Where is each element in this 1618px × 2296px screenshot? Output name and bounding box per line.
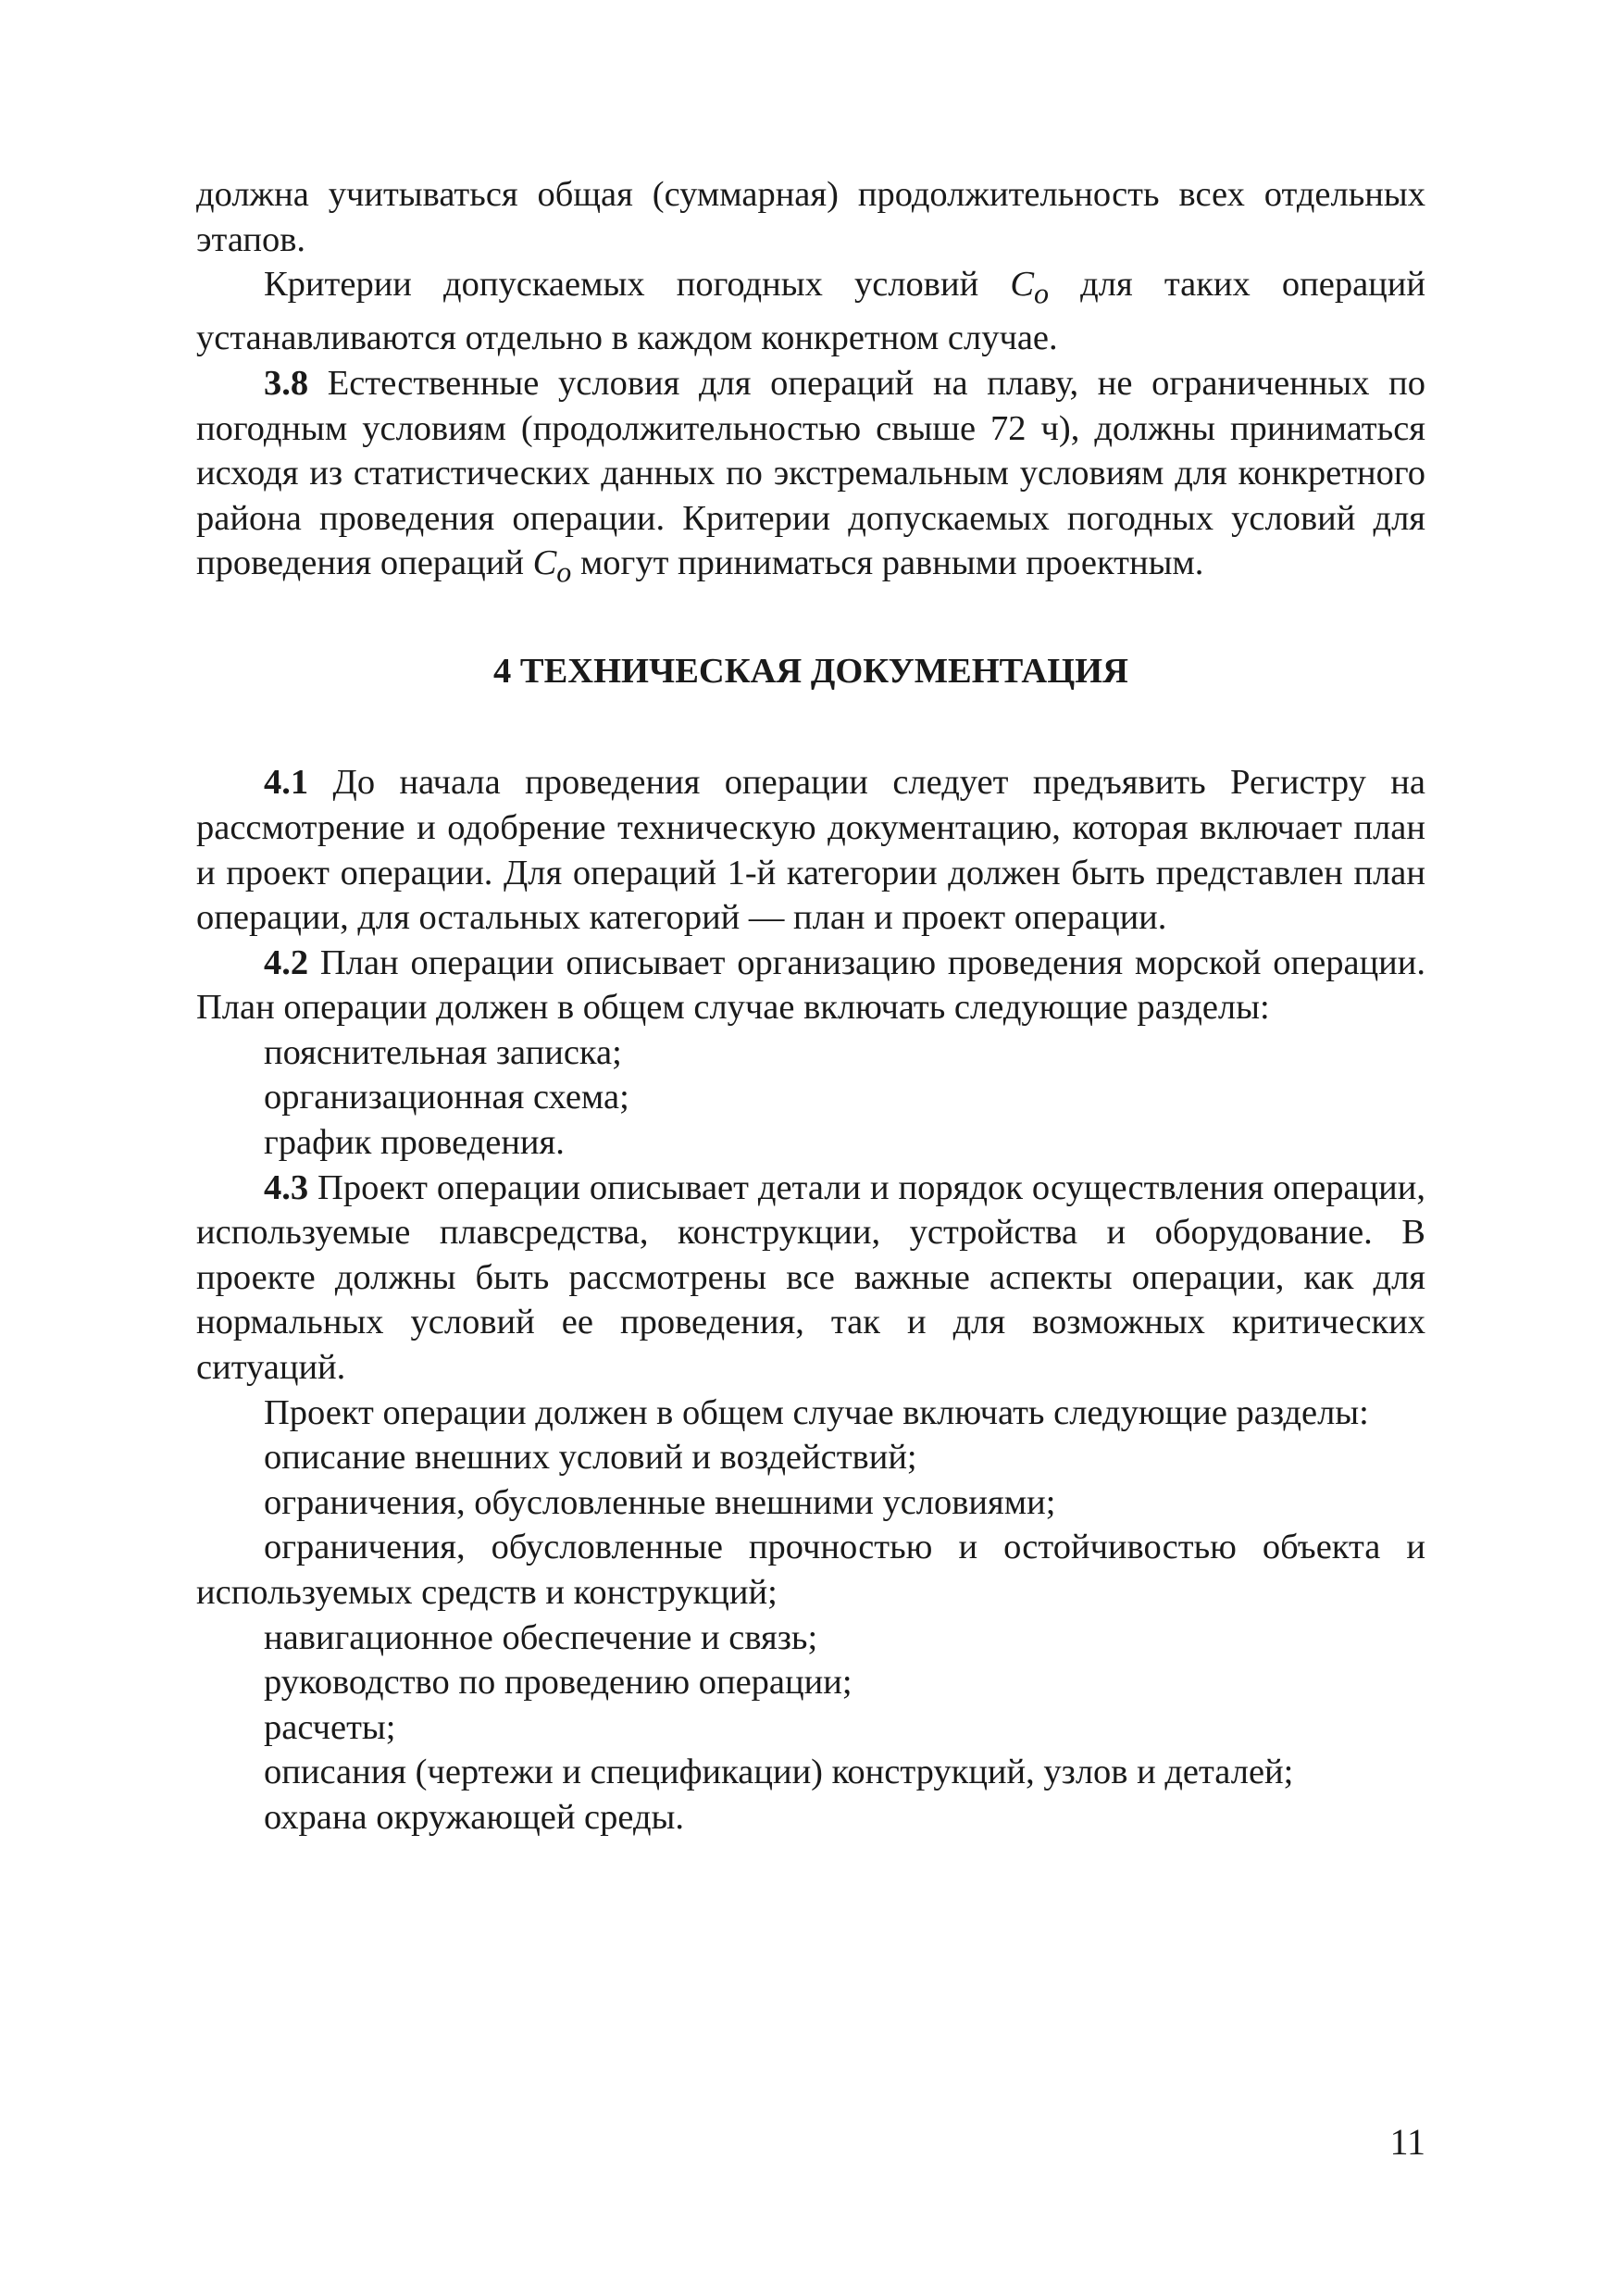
clause-3-8: [196, 361, 1425, 595]
clause-3-8-symbol-subscript: o: [556, 555, 572, 590]
clause-4-2-number: 4.2: [264, 942, 309, 982]
project-list-item: навигационное обеспечение и связь;: [264, 1617, 818, 1657]
project-list-item: руководство по проведению операции;: [264, 1663, 853, 1703]
clause-4-1-number: 4.1: [264, 763, 309, 803]
project-list-item: охрана окружающей среды.: [264, 1797, 685, 1837]
project-list-item: ограничения, обусловленные внешними условиями;: [264, 1482, 1056, 1522]
spacer: [196, 693, 1425, 760]
criteria-paragraph: [196, 262, 1425, 361]
criteria-symbol-letter: C: [1010, 265, 1034, 305]
plan-list-item: организационная схема;: [264, 1078, 629, 1117]
spacer: [196, 595, 1425, 649]
project-list-item: расчеты;: [264, 1707, 396, 1747]
clause-4-1: [196, 760, 1425, 940]
criteria-text-after: для таких операций устанавливаются отдельно в каждом конкретном случае.: [196, 265, 1425, 358]
clause-4-2-text: План операции описывает организацию проведения морской операции. План операции должен в общем случае включать следующие разделы:: [196, 942, 1425, 1028]
criteria-symbol-subscript: o: [1034, 276, 1050, 310]
project-list-item-wrapped: ограничения, обусловленные прочностью и остойчивостью объекта и используемых средств и конструкций;: [196, 1528, 1425, 1612]
clause-3-8-symbol-letter: C: [532, 543, 557, 583]
project-list-intro: Проект операции должен в общем случае включать следующие разделы:: [264, 1392, 1369, 1432]
clause-3-8-text-1: Естественные условия для операций на плаву, не ограниченных по погодным условиям (продолжительностью свыше 72 ч), должны приниматься исходя из статистических данных по экстремальным условиям для конкретного района проведения операции. Критерии допускаемых погодных условий для проведения операций: [196, 364, 1425, 583]
document-page: [196, 172, 1425, 1841]
criteria-text-before: Критерии допускаемых погодных условий: [264, 265, 1011, 305]
clause-4-2: [196, 941, 1425, 1030]
page-number: 11: [1389, 2121, 1425, 2163]
plan-list-item: график проведения.: [264, 1123, 565, 1163]
clause-3-8-number: 3.8: [264, 364, 309, 404]
continuation-paragraph: должна учитываться общая (суммарная) продолжительность всех отдельных этапов.: [196, 175, 1425, 259]
clause-4-1-text: До начала проведения операции следует предъявить Регистру на рассмотрение и одобрение техническую документацию, которая включает план и проект операции. Для операций 1-й категории должен быть представлен план операции, для остальных категорий — план и проект операции.: [196, 763, 1425, 938]
section-heading: 4 ТЕХНИЧЕСКАЯ ДОКУМЕНТАЦИЯ: [493, 651, 1128, 691]
clause-4-3-number: 4.3: [264, 1167, 309, 1207]
plan-list-item: пояснительная записка;: [264, 1032, 622, 1072]
project-list-item: описание внешних условий и воздействий;: [264, 1438, 917, 1478]
clause-4-3-text: Проект операции описывает детали и порядок осуществления операции, используемые плавсредства, конструкции, устройства и оборудование. В проекте должны быть рассмотрены все важные аспекты операции, как для нормальных условий ее проведения, так и для возможных критических ситуаций.: [196, 1167, 1425, 1388]
clause-3-8-symbol: [532, 543, 572, 590]
clause-4-3: [196, 1166, 1425, 1391]
project-list-item: описания (чертежи и спецификации) конструкций, узлов и деталей;: [264, 1753, 1294, 1792]
criteria-symbol: [1010, 265, 1050, 310]
clause-3-8-text-2: могут приниматься равными проектным.: [571, 543, 1204, 583]
